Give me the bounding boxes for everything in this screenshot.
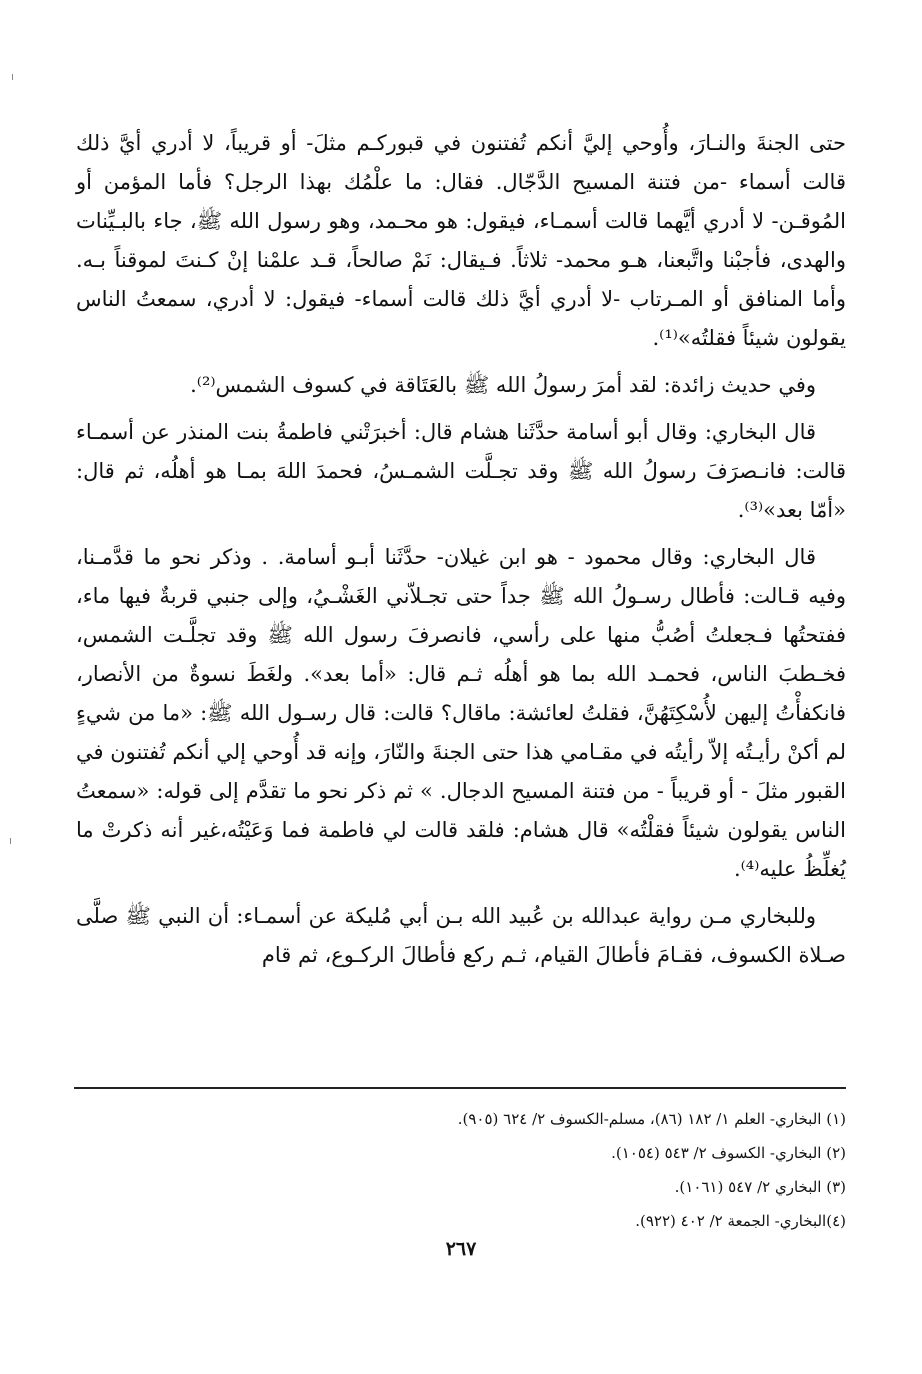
page-body (76, 124, 846, 983)
paragraph-1: حتى الجنةَ والنـارَ، وأُوحي إليَّ أنكم تُفتنون في قبوركـم مثلَ- أو قريباً، لا أدري أيَّ ذلك قالت أسماء -من فتنة المسيح الدَّجّال. فقال: ما علْمُك بهذا الرجل؟ فأما المؤمن أو المُوقـن- لا أدري أيَّهما قالت أسمـاء، فيقول: هو محـمد، وهو رسول الله ﷺ، جاء بالبـيِّنات والهدى، فأجبْنا واتَّبعنا، هـو محمد- ثلاثاً. فـيقال: نَمْ صالحاً، قـد علمْنا إنْ كـنتَ لموقناً بـه. وأما المنافق أو المـرتاب -لا أدري أيَّ ذلك قالت أسماء- فيقول: لا أدري، سمعتُ الناس يقولون شيئاً فقلتُه»⁽¹⁾. (76, 131, 846, 350)
paragraph-3: قال البخاري: وقال أبو أسامة حدَّثَنا هشام قال: أخبرَتْني فاطمةُ بنت المنذر عن أسمـاء قالت: فانـصرَفَ رسولُ الله ﷺ وقد تجـلَّت الشمـسُ، فحمدَ اللهَ بمـا هو أهلُه، ثم قال: «أمّا بعد»⁽³⁾. (76, 420, 846, 522)
footnote-4: (٤)البخاري- الجمعة ٢/ ٤٠٢ (٩٢٢). (635, 1212, 846, 1230)
page-number: ٢٦٧ (445, 1238, 477, 1260)
footnote-separator (74, 1087, 846, 1089)
footnote-1: (١) البخاري- العلم ١/ ١٨٢ (٨٦)، مسلم-الكسوف ٢/ ٦٢٤ (٩٠٥). (457, 1110, 846, 1128)
margin-mark-mid (10, 838, 11, 844)
margin-mark-top (12, 74, 13, 80)
paragraph-4: قال البخاري: وقال محمود - هو ابن غيلان- حدَّثَنا أبـو أسامة. . وذكر نحو ما قدَّمـنا، وفيه قـالت: فأطال رسـولُ الله ﷺ جداً حتى تجـلاّني الغَشْـيُ، وإلى جنبي قربةٌ فيها ماء، ففتحتُها فـجعلتُ أصُبُّ منها على رأسي، فانصرفَ رسول الله ﷺ وقد تجلَّـت الشمس، فخـطبَ الناس، فحمـد الله بما هو أهلُه ثـم قال: «أما بعد». ولغَطَ نسوةٌ من الأنصار، فانكفأْتُ إليهن لأُسْكِتَهُنَّ، فقلتُ لعائشة: ماقال؟ قالت: قال رسـول الله ﷺ: «ما من شيءٍ لم أكنْ رأيـتُه إلاّ رأيتُه في مقـامي هذا حتى الجنةَ والنّارَ، وإنه قد أُوحي إلي أنكم تُفتنون في القبور مثلَ - أو قريباً - من فتنة المسيح الدجال. » ثم ذكر نحو ما تقدَّم إلى قوله: «سمعتُ الناس يقولون شيئاً فقلْتُه» قال هشام: فلقد قالت لي فاطمة فما وَعَيْتُه،غير أنه ذكرتْ ما يُغلِّظُ عليه⁽⁴⁾. (76, 545, 846, 881)
footnote-3: (٣) البخاري ٢/ ٥٤٧ (١٠٦١). (674, 1178, 846, 1196)
footnote-2: (٢) البخاري- الكسوف ٢/ ٥٤٣ (١٠٥٤). (611, 1144, 846, 1162)
paragraph-2: وفي حديث زائدة: لقد أمرَ رسولُ الله ﷺ بالعَتَاقة في كسوف الشمس⁽²⁾. (190, 373, 816, 397)
footnotes-list (76, 1108, 846, 1244)
paragraph-5: وللبخاري مـن رواية عبدالله بن عُبيد الله بـن أبي مُليكة عن أسمـاء: أن النبي ﷺ صلَّى صـلاة الكسوف، فقـامَ فأطالَ القيام، ثـم ركع فأطالَ الركـوع، ثم قام (76, 904, 846, 967)
